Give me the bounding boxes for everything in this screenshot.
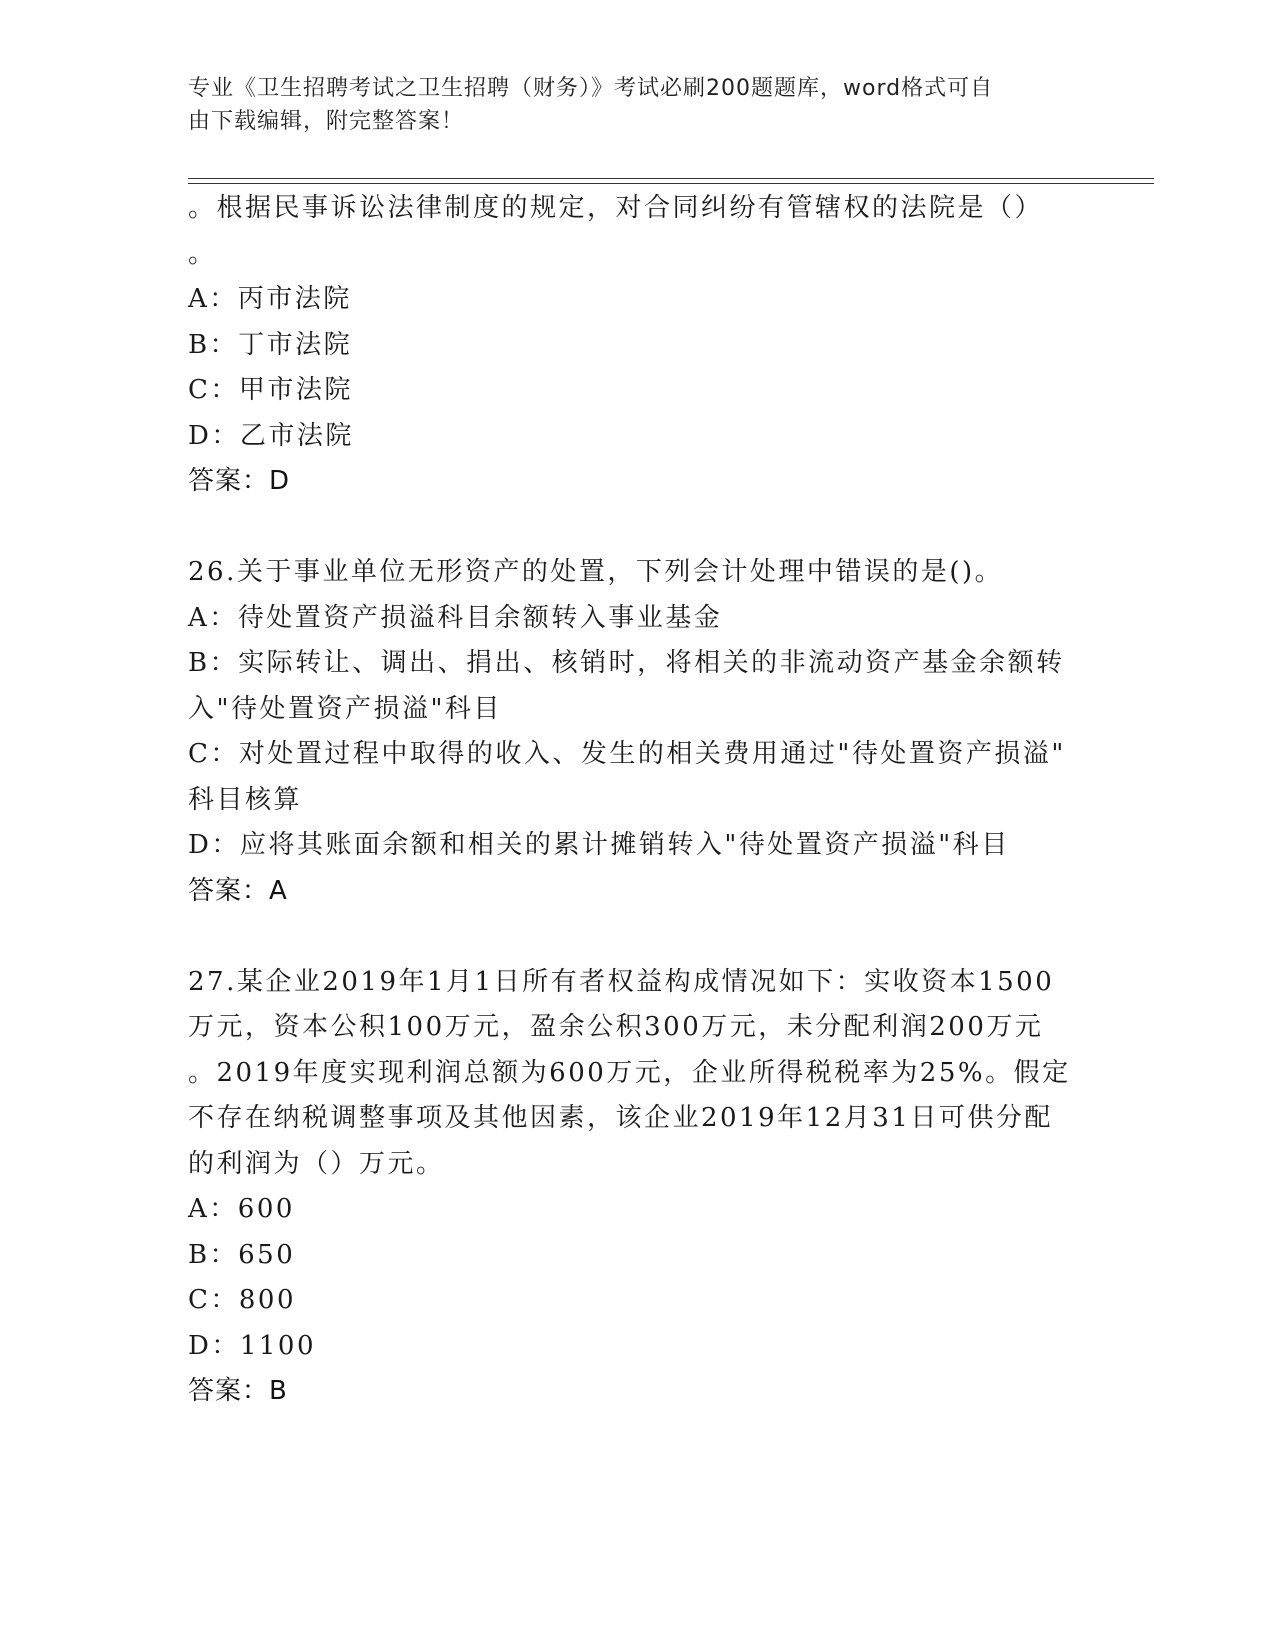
- question-stem-line: 不存在纳税调整事项及其他因素，该企业2019年12月31日可供分配: [188, 1103, 1053, 1133]
- question-list: [188, 186, 1078, 1415]
- option-d: D：乙市法院: [188, 420, 354, 451]
- option-a: A：600: [188, 1194, 295, 1224]
- header-divider-top: [188, 178, 1154, 179]
- option-a: A：待处置资产损溢科目余额转入事业基金: [188, 602, 723, 633]
- question-26: [188, 550, 1078, 914]
- question-stem: 26.关于事业单位无形资产的处置，下列会计处理中错误的是()。: [188, 557, 1004, 587]
- option-b-line-2: 入"待处置资产损溢"科目: [188, 693, 502, 724]
- question-stem-line: 万元，资本公积100万元，盈余公积300万元，未分配利润200万元: [188, 1012, 1044, 1042]
- option-d: D：1100: [188, 1330, 317, 1361]
- question-stem-line: 。: [188, 238, 217, 269]
- option-c: C：800: [188, 1285, 297, 1315]
- question-stem-line: 。2019年度实现利润总额为600万元，企业所得税税率为25%。假定: [188, 1057, 1071, 1088]
- option-c-line-2: 科目核算: [188, 784, 303, 815]
- header-line-1: 专业《卫生招聘考试之卫生招聘（财务）》考试必刷200题题库，word格式可自: [188, 76, 994, 101]
- spacer: [188, 914, 1078, 960]
- answer-label: 答案：A: [188, 875, 288, 906]
- question-stem-line: 。根据民事诉讼法律制度的规定，对合同纠纷有管辖权的法院是（）: [188, 193, 1044, 223]
- option-b-line-1: B：实际转让、调出、捐出、核销时，将相关的非流动资产基金余额转: [188, 648, 1065, 678]
- answer-label: 答案：D: [188, 466, 291, 496]
- question-stem-line: 27.某企业2019年1月1日所有者权益构成情况如下：实收资本1500: [188, 966, 1055, 997]
- question-27: [188, 960, 1078, 1415]
- header-divider-bottom: [188, 183, 1154, 184]
- answer-label: 答案：B: [188, 1376, 288, 1406]
- option-b: B：丁市法院: [188, 329, 353, 360]
- option-c-line-1: C：对处置过程中取得的收入、发生的相关费用通过"待处置资产损溢": [188, 739, 1066, 769]
- header-line-2: 由下载编辑，附完整答案！: [188, 109, 465, 134]
- document-header: [188, 72, 1078, 138]
- option-b: B：650: [188, 1239, 296, 1270]
- spacer: [188, 505, 1078, 551]
- option-a: A：丙市法院: [188, 284, 352, 314]
- option-c: C：甲市法院: [188, 375, 353, 405]
- question-stem-line: 的利润为（）万元。: [188, 1148, 445, 1179]
- option-d: D：应将其账面余额和相关的累计摊销转入"待处置资产损溢"科目: [188, 830, 1010, 860]
- question-25: [188, 186, 1078, 505]
